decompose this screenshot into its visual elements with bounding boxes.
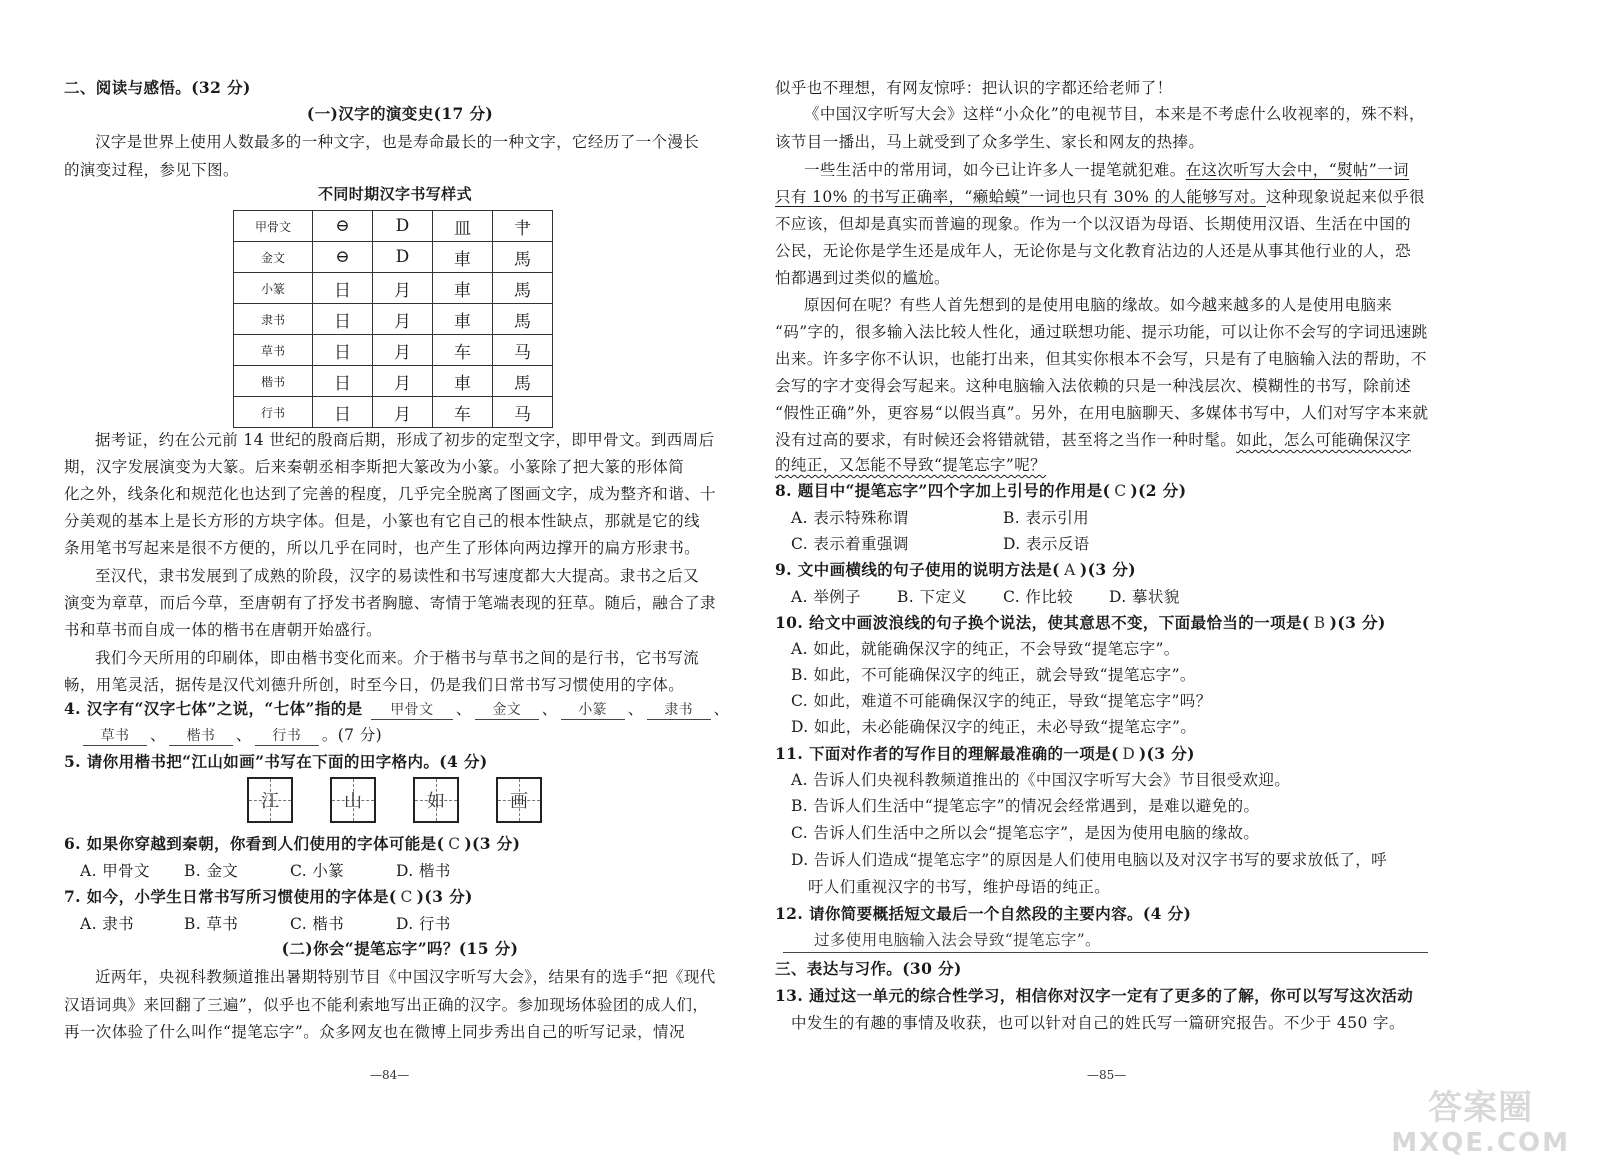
script-row-label: 草书 bbox=[234, 335, 313, 366]
q7-option[interactable]: B. 草书 bbox=[184, 915, 239, 933]
script-glyph: ⽫ bbox=[433, 211, 493, 242]
r-p3-line: 会写的字才变得会写起来。这种电脑输入法依赖的只是一种浅层次、模糊性的书写，除前述 bbox=[775, 377, 1412, 395]
question-9 bbox=[775, 559, 1136, 581]
page-number: —85— bbox=[1087, 1068, 1127, 1082]
p2-line: 化之外，线条化和规范化也达到了完善的程度，几乎完全脱离了图画文字，成为整齐和谐、十 bbox=[64, 485, 716, 503]
question-7 bbox=[64, 886, 473, 908]
r-p3-line bbox=[775, 429, 1411, 451]
script-glyph: D bbox=[373, 211, 433, 242]
q9-option[interactable]: B. 下定义 bbox=[897, 588, 968, 606]
section2-heading: 二、阅读与感悟。(32 分) bbox=[64, 78, 251, 97]
q10-answer: B bbox=[1313, 614, 1326, 632]
q9-options bbox=[791, 586, 1180, 608]
r-line: 《中国汉字听写大会》这样“小众化”的电视节目，本来是不考虑什么收视率的，殊不料， bbox=[804, 105, 1425, 123]
q10-option[interactable]: A. 如此，就能确保汉字的纯正，不会导致“提笔忘字”。 bbox=[791, 640, 1180, 658]
question-8 bbox=[775, 480, 1186, 502]
q4-blank: 小篆 bbox=[561, 701, 625, 720]
q6-options bbox=[80, 860, 451, 882]
q11-option[interactable]: B. 告诉人们生活中“提笔忘字”的情况会经常遇到，是难以避免的。 bbox=[791, 797, 1260, 815]
p2-line: 期，汉字发展演变为大篆。后来秦朝丞相李斯把大篆改为小篆。小篆除了把大篆的形体简 bbox=[64, 458, 685, 476]
q7-option[interactable]: C. 楷书 bbox=[290, 915, 345, 933]
script-glyph: 馬 bbox=[493, 366, 553, 397]
script-glyph: 馬 bbox=[493, 273, 553, 304]
r-line: 该节目一播出，马上就受到了众多学生、家长和网友的热捧。 bbox=[775, 133, 1205, 151]
q11-suffix: )(3 分) bbox=[1138, 744, 1195, 763]
script-glyph: 車 bbox=[433, 273, 493, 304]
p2-line: 分美观的基本上是长方形的方块字体。但是，小篆也有它自己的根本性缺点，那就是它的线 bbox=[64, 512, 701, 530]
q7-options bbox=[80, 913, 451, 935]
q7-option[interactable]: A. 隶书 bbox=[80, 915, 135, 933]
q8-option[interactable]: A. 表示特殊称谓 bbox=[791, 509, 909, 527]
tianzi-grid-box[interactable] bbox=[496, 777, 542, 823]
q7-option[interactable]: D. 行书 bbox=[396, 915, 451, 933]
q6-option[interactable]: A. 甲骨文 bbox=[80, 862, 150, 880]
q11-option[interactable]: A. 告诉人们央视科教频道推出的《中国汉字听写大会》节目很受欢迎。 bbox=[791, 771, 1291, 789]
r-p3-line: “假性正确”外，更容易“以假当真”。另外，在用电脑聊天、多媒体书写中，人们对写字本来就 bbox=[775, 404, 1429, 422]
q11-option-cont: 吁人们重视汉字的书写，维护母语的纯正。 bbox=[808, 878, 1111, 896]
script-glyph: 日 bbox=[313, 304, 373, 335]
q9-stem: 9. 文中画横线的句子使用的说明方法是( bbox=[775, 560, 1060, 579]
script-table-row bbox=[234, 304, 553, 335]
wavy-sentence: 如此，怎么可能确保汉字 bbox=[1236, 431, 1412, 449]
script-glyph: 车 bbox=[433, 397, 493, 428]
grid-char: 画 bbox=[510, 791, 528, 812]
watermark-text: 答案圈 bbox=[1428, 1088, 1534, 1128]
script-table-row bbox=[234, 211, 553, 242]
r-p3-line: 原因何在呢？有些人首先想到的是使用电脑的缘故。如今越来越多的人是使用电脑来 bbox=[804, 296, 1393, 314]
p4-line: 畅，用笔灵活，据传是汉代刘德升所创，时至今日，仍是我们日常书写习惯使用的字体。 bbox=[64, 676, 685, 694]
script-glyph: 車 bbox=[433, 242, 493, 273]
q10-stem: 10. 给文中画波浪线的句子换个说法，使其意思不变，下面最恰当的一项是( bbox=[775, 613, 1310, 632]
p1-line: 汉字是世界上使用人数最多的一种文字，也是寿命最长的一种文字，它经历了一个漫长 bbox=[95, 133, 700, 151]
q4-blank: 隶书 bbox=[647, 701, 711, 720]
q11-option[interactable]: D. 告诉人们造成“提笔忘字”的原因是人们使用电脑以及对汉字书写的要求放低了，呼 bbox=[791, 851, 1388, 869]
p4-line: 我们今天所用的印刷体，即由楷书变化而来。介于楷书与草书之间的是行书，它书写流 bbox=[95, 649, 700, 667]
script-glyph: 马 bbox=[493, 397, 553, 428]
p5-line: 近两年，央视科教频道推出暑期特别节目《中国汉字听写大会》，结果有的选手“把《现代 bbox=[95, 968, 716, 986]
q6-option[interactable]: B. 金文 bbox=[184, 862, 239, 880]
q10-option[interactable]: D. 如此，未必能确保汉字的纯正，未必导致“提笔忘字”。 bbox=[791, 718, 1197, 736]
q13-text: 13. 通过这一单元的综合性学习，相信你对汉字一定有了更多的了解，你可以写写这次活动 bbox=[775, 986, 1414, 1005]
q6-answer: C bbox=[448, 835, 461, 853]
question-10 bbox=[775, 612, 1386, 634]
q7-stem: 7. 如今，小学生日常书写所习惯使用的字体是( bbox=[64, 887, 397, 906]
q10-option[interactable]: B. 如此，不可能确保汉字的纯正，就会导致“提笔忘字”。 bbox=[791, 666, 1196, 684]
question-5: 5. 请你用楷书把“江山如画”书写在下面的田字格内。(4 分) bbox=[64, 752, 488, 771]
script-glyph: 車 bbox=[433, 366, 493, 397]
q11-stem: 11. 下面对作者的写作目的理解最准确的一项是( bbox=[775, 744, 1119, 763]
q4-blank: 甲骨文 bbox=[371, 701, 453, 720]
q10-suffix: )(3 分) bbox=[1329, 613, 1386, 632]
script-glyph: 月 bbox=[373, 273, 433, 304]
script-table-row bbox=[234, 366, 553, 397]
script-glyph: 日 bbox=[313, 335, 373, 366]
q8-options bbox=[791, 507, 1089, 529]
r-p2-line bbox=[804, 159, 1409, 181]
r-p3-text: 没有过高的要求，有时候还会将错就错，甚至将之当作一种时髦。 bbox=[775, 431, 1237, 449]
grid-char: 如 bbox=[427, 791, 445, 812]
question-11 bbox=[775, 743, 1195, 765]
p5-line: 再一次体验了什么叫作“提笔忘字”。众多网友也在微博上同步秀出自己的听写记录，情况 bbox=[64, 1023, 685, 1041]
underlined-sentence: 在这次听写大会中，“熨帖”一词 bbox=[1185, 161, 1409, 179]
p1-line: 的演变过程，参见下图。 bbox=[64, 161, 239, 179]
q9-option[interactable]: D. 摹状貌 bbox=[1109, 588, 1180, 606]
tianzi-grid-box[interactable] bbox=[413, 777, 459, 823]
script-row-label: 行书 bbox=[234, 397, 313, 428]
script-row-label: 甲骨文 bbox=[234, 211, 313, 242]
q11-option[interactable]: C. 告诉人们生活中之所以会“提笔忘字”，是因为使用电脑的缘故。 bbox=[791, 824, 1260, 842]
q6-stem: 6. 如果你穿越到秦朝，你看到人们使用的字体可能是( bbox=[64, 834, 445, 853]
q6-option[interactable]: D. 楷书 bbox=[396, 862, 451, 880]
p2-line: 条用笔书写起来是很不方便的，所以几乎在同时，也产生了形体向两边撑开的扁方形隶书。 bbox=[64, 539, 701, 557]
r-p2-line bbox=[775, 186, 1425, 208]
r-p3-line: 出来。许多字你不认识，也能打出来，但其实你根本不会写，只是有了电脑输入法的帮助，不 bbox=[775, 350, 1427, 368]
r-line: 似乎也不理想，有网友惊呼：把认识的字都还给老师了！ bbox=[775, 79, 1173, 97]
r-p3-line bbox=[775, 454, 1046, 476]
p3-line: 至汉代，隶书发展到了成熟的阶段，汉字的易读性和书写速度都大大提高。隶书之后又 bbox=[95, 567, 700, 585]
script-glyph: 马 bbox=[493, 335, 553, 366]
script-glyph: 月 bbox=[373, 397, 433, 428]
script-glyph: 馬 bbox=[493, 242, 553, 273]
q12-answer-line bbox=[783, 952, 1428, 953]
wavy-sentence: 的纯正，又怎能不导致“提笔忘字”呢？ bbox=[775, 456, 1047, 474]
q13-line bbox=[775, 985, 1413, 1007]
r-p2-line: 不应该，但却是真实而普遍的现象。作为一个以汉语为母语、长期使用汉语、生活在中国的 bbox=[775, 215, 1412, 233]
script-row-label: 金文 bbox=[234, 242, 313, 273]
q8-option[interactable]: B. 表示引用 bbox=[1003, 509, 1090, 527]
script-glyph: D bbox=[373, 242, 433, 273]
script-row-label: 小篆 bbox=[234, 273, 313, 304]
p5-line: 汉语词典》来回翻了三遍”，似乎也不能利索地写出正确的汉字。参加现场体验团的成人们， bbox=[64, 996, 709, 1014]
section3-heading: 三、表达与习作。(30 分) bbox=[775, 959, 962, 978]
script-row-label: 隶书 bbox=[234, 304, 313, 335]
script-table-row bbox=[234, 397, 553, 428]
q12-answer[interactable]: 过多使用电脑输入法会导致“提笔忘字”。 bbox=[814, 931, 1101, 949]
q11-answer: D bbox=[1122, 745, 1136, 763]
q6-suffix: )(3 分) bbox=[464, 834, 521, 853]
tianzi-grid-box[interactable] bbox=[247, 777, 293, 823]
script-glyph: 月 bbox=[373, 335, 433, 366]
right-page bbox=[775, 0, 1600, 1175]
r-p2-line: 怕都遇到过类似的尴尬。 bbox=[775, 269, 950, 287]
p3-line: 书和草书而自成一体的楷书在唐朝开始盛行。 bbox=[64, 621, 383, 639]
tianzi-grid-box[interactable] bbox=[330, 777, 376, 823]
q4-blank: 楷书 bbox=[169, 727, 233, 746]
r-p2-text: 一些生活中的常用词，如今已让许多人一提笔就犯难。 bbox=[804, 161, 1186, 179]
q9-option[interactable]: C. 作比较 bbox=[1003, 588, 1074, 606]
question-4-cont: 草书 、 楷书 、 行书 。(7 分) bbox=[80, 724, 382, 746]
underlined-sentence: 只有 10% 的书写正确率，“癞蛤蟆”一词也只有 30% 的人能够写对。 bbox=[775, 188, 1266, 206]
grid-char: 山 bbox=[344, 791, 362, 812]
q4-suffix: 。(7 分) bbox=[321, 726, 383, 744]
script-table bbox=[233, 210, 553, 428]
q7-answer: C bbox=[400, 888, 413, 906]
script-glyph: 日 bbox=[313, 366, 373, 397]
q13-line: 中发生的有趣的事情及收获，也可以针对自己的姓氏写一篇研究报告。不少于 450 字。 bbox=[791, 1014, 1405, 1032]
script-row-label: 楷书 bbox=[234, 366, 313, 397]
script-glyph: 馬 bbox=[493, 304, 553, 335]
q4-prefix: 4. 汉字有“汉字七体”之说，“七体”指的是 bbox=[64, 699, 363, 718]
question-12: 12. 请你简要概括短文最后一个自然段的主要内容。(4 分) bbox=[775, 904, 1192, 923]
q4-blank: 行书 bbox=[255, 727, 319, 746]
passage2-title: (二)你会“提笔忘字”吗？(15 分) bbox=[281, 939, 519, 958]
q8-options bbox=[791, 533, 1090, 555]
script-glyph: 月 bbox=[373, 304, 433, 335]
q6-option[interactable]: C. 小篆 bbox=[290, 862, 345, 880]
q8-suffix: )(2 分) bbox=[1130, 481, 1187, 500]
watermark-url: MXQE.COM bbox=[1391, 1128, 1570, 1158]
q9-suffix: )(3 分) bbox=[1079, 560, 1137, 579]
page-number: —84— bbox=[370, 1068, 410, 1082]
q8-option[interactable]: C. 表示着重强调 bbox=[791, 535, 909, 553]
r-p2-text: 这种现象说起来似乎很 bbox=[1265, 188, 1425, 206]
question-6 bbox=[64, 833, 520, 855]
q8-option[interactable]: D. 表示反语 bbox=[1003, 535, 1090, 553]
r-p3-line: “码”字的，很多输入法比较人性化，通过联想功能、提示功能，可以让你不会写的字词迅速跳 bbox=[775, 323, 1428, 341]
script-table-row bbox=[234, 273, 553, 304]
script-glyph: 車 bbox=[433, 304, 493, 335]
watermark-logo bbox=[1391, 1080, 1570, 1157]
q8-answer: C bbox=[1114, 482, 1127, 500]
script-table-row bbox=[234, 335, 553, 366]
script-glyph: ⊖ bbox=[313, 211, 373, 242]
script-glyph: 日 bbox=[313, 273, 373, 304]
table-title: 不同时期汉字书写样式 bbox=[317, 185, 472, 203]
question-4: 4. 汉字有“汉字七体”之说，“七体”指的是 甲骨文 、 金文 、 小篆 、 隶书 、 bbox=[64, 699, 730, 718]
p2-line: 据考证，约在公元前 14 世纪的殷商后期，形成了初步的定型文字，即甲骨文。到西周后 bbox=[95, 431, 715, 449]
q4-blank: 草书 bbox=[83, 727, 147, 746]
q9-option[interactable]: A. 举例子 bbox=[791, 588, 861, 606]
r-p2-line: 公民，无论你是学生还是成年人，无论你是与文化教育沾边的人还是从事其他行业的人，恐 bbox=[775, 242, 1412, 260]
script-glyph: ⺺ bbox=[493, 211, 553, 242]
q9-answer: A bbox=[1064, 561, 1076, 579]
p3-line: 演变为章草，而后今草，至唐朝有了抒发书者胸臆、寄情于笔端表现的狂草。随后，融合了隶 bbox=[64, 594, 716, 612]
q10-option[interactable]: C. 如此，难道不可能确保汉字的纯正，导致“提笔忘字”吗？ bbox=[791, 692, 1212, 710]
script-glyph: 日 bbox=[313, 397, 373, 428]
q8-stem: 8. 题目中“提笔忘字”四个字加上引号的作用是( bbox=[775, 481, 1111, 500]
script-glyph: 月 bbox=[373, 366, 433, 397]
q4-blank: 金文 bbox=[475, 701, 539, 720]
passage1-title: (一)汉字的演变史(17 分) bbox=[306, 104, 494, 123]
q7-suffix: )(3 分) bbox=[416, 887, 473, 906]
script-glyph: ⊖ bbox=[313, 242, 373, 273]
grid-char: 江 bbox=[261, 791, 279, 812]
script-glyph: 车 bbox=[433, 335, 493, 366]
script-table-row bbox=[234, 242, 553, 273]
